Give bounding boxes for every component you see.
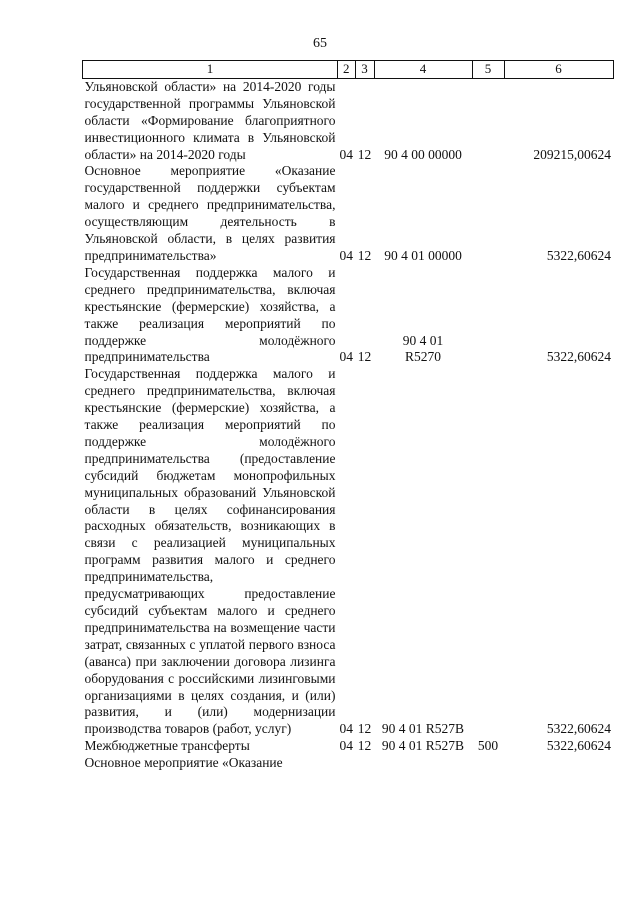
- target-article-code-part: 90 4 01 00000: [384, 247, 462, 263]
- target-article-code: [374, 78, 472, 163]
- table-row: [83, 738, 614, 755]
- section-code: 04: [339, 146, 353, 162]
- expense-type-code: [472, 755, 504, 772]
- expense-type-code: [472, 78, 504, 163]
- row-name: Государственная поддержка малого и среднего предпринимательства, включая крестьянские (фермерские) хозяйства, а также реализация мероприятий по поддержке молодёжного предпринимательства: [84, 264, 336, 365]
- subsection-code: 12: [357, 146, 372, 162]
- section-code: 04: [339, 738, 353, 754]
- column-header: 5: [472, 61, 504, 79]
- target-article-code: [374, 738, 472, 755]
- row-name: Основное мероприятие «Оказание: [84, 755, 283, 771]
- amount: [504, 755, 613, 772]
- target-article-code-part: 90 4 01: [402, 332, 444, 348]
- expense-type-code: 500: [477, 738, 499, 754]
- subsection-code: 12: [357, 738, 372, 754]
- subsection-code: 12: [357, 721, 372, 737]
- column-header: 1: [83, 61, 338, 79]
- subsection-code: 12: [357, 349, 372, 365]
- section-code: 04: [339, 721, 353, 737]
- table-header-row: [83, 61, 614, 79]
- row-name: Ульяновской области» на 2014-2020 годы государственной программы Ульяновской области «Формирование благоприятного инвестиционного климата в Ульяновской области» на 2014-2020 годы: [84, 78, 336, 162]
- expense-type-code: [472, 163, 504, 264]
- target-article-code: [374, 265, 472, 366]
- target-article-code: [374, 163, 472, 264]
- section-code: 04: [339, 247, 353, 263]
- column-header: 2: [338, 61, 356, 79]
- row-name: Основное мероприятие «Оказание государственной поддержки субъектам малого и среднего предпринимательства, осуществляющим деятельность в Ульяновской области, в целях развития предпринимательства»: [84, 163, 336, 263]
- amount: 209215,00624: [533, 146, 611, 162]
- table-row: [83, 78, 614, 163]
- column-header: 3: [355, 61, 374, 79]
- page-number: 65: [313, 36, 327, 51]
- subsection-code: [355, 755, 374, 772]
- subsection-code: 12: [357, 247, 372, 263]
- row-name: Государственная поддержка малого и среднего предпринимательства, включая крестьянские (фермерские) хозяйства, а также реализация мероприятий по поддержке молодёжного предпринимательства (предоставление субсидий бюджетам монопрофильных муниципальных образований Ульяновской области в целях софинансирования расходных обязательств, возникающих в связи с реализацией муниципальных программ развития малого и среднего предпринимательства, предусматривающих предоставление субсидий субъектам малого и среднего предпринимательства на возмещение части затрат, связанных с уплатой первого взноса (аванса) при заключении договора лизинга оборудования с российскими лизинговыми организациями в целях создания, и (или) развития, и (или) модернизации производства товаров (работ, услуг): [84, 366, 336, 737]
- section-code: 04: [339, 349, 353, 365]
- column-header: 6: [504, 61, 613, 79]
- target-article-code-part: 90 4 01 R527B: [381, 721, 465, 737]
- target-article-code-part: R5270: [404, 349, 441, 365]
- column-header: 4: [374, 61, 472, 79]
- target-article-code-part: 90 4 00 00000: [384, 146, 462, 162]
- row-name: Межбюджетные трансферты: [84, 738, 250, 754]
- expense-type-code: [472, 265, 504, 366]
- amount: 5322,60624: [546, 349, 611, 365]
- table-row: [83, 755, 614, 772]
- expense-type-code: [472, 366, 504, 738]
- table-row: [83, 163, 614, 264]
- amount: 5322,60624: [546, 738, 611, 754]
- target-article-code: [374, 755, 472, 772]
- table-row: [83, 265, 614, 366]
- target-article-code-part: 90 4 01 R527B: [381, 738, 465, 754]
- table-row: [83, 366, 614, 738]
- section-code: [338, 755, 356, 772]
- amount: 5322,60624: [546, 721, 611, 737]
- budget-table: [82, 60, 614, 772]
- amount: 5322,60624: [546, 247, 611, 263]
- target-article-code: [374, 366, 472, 738]
